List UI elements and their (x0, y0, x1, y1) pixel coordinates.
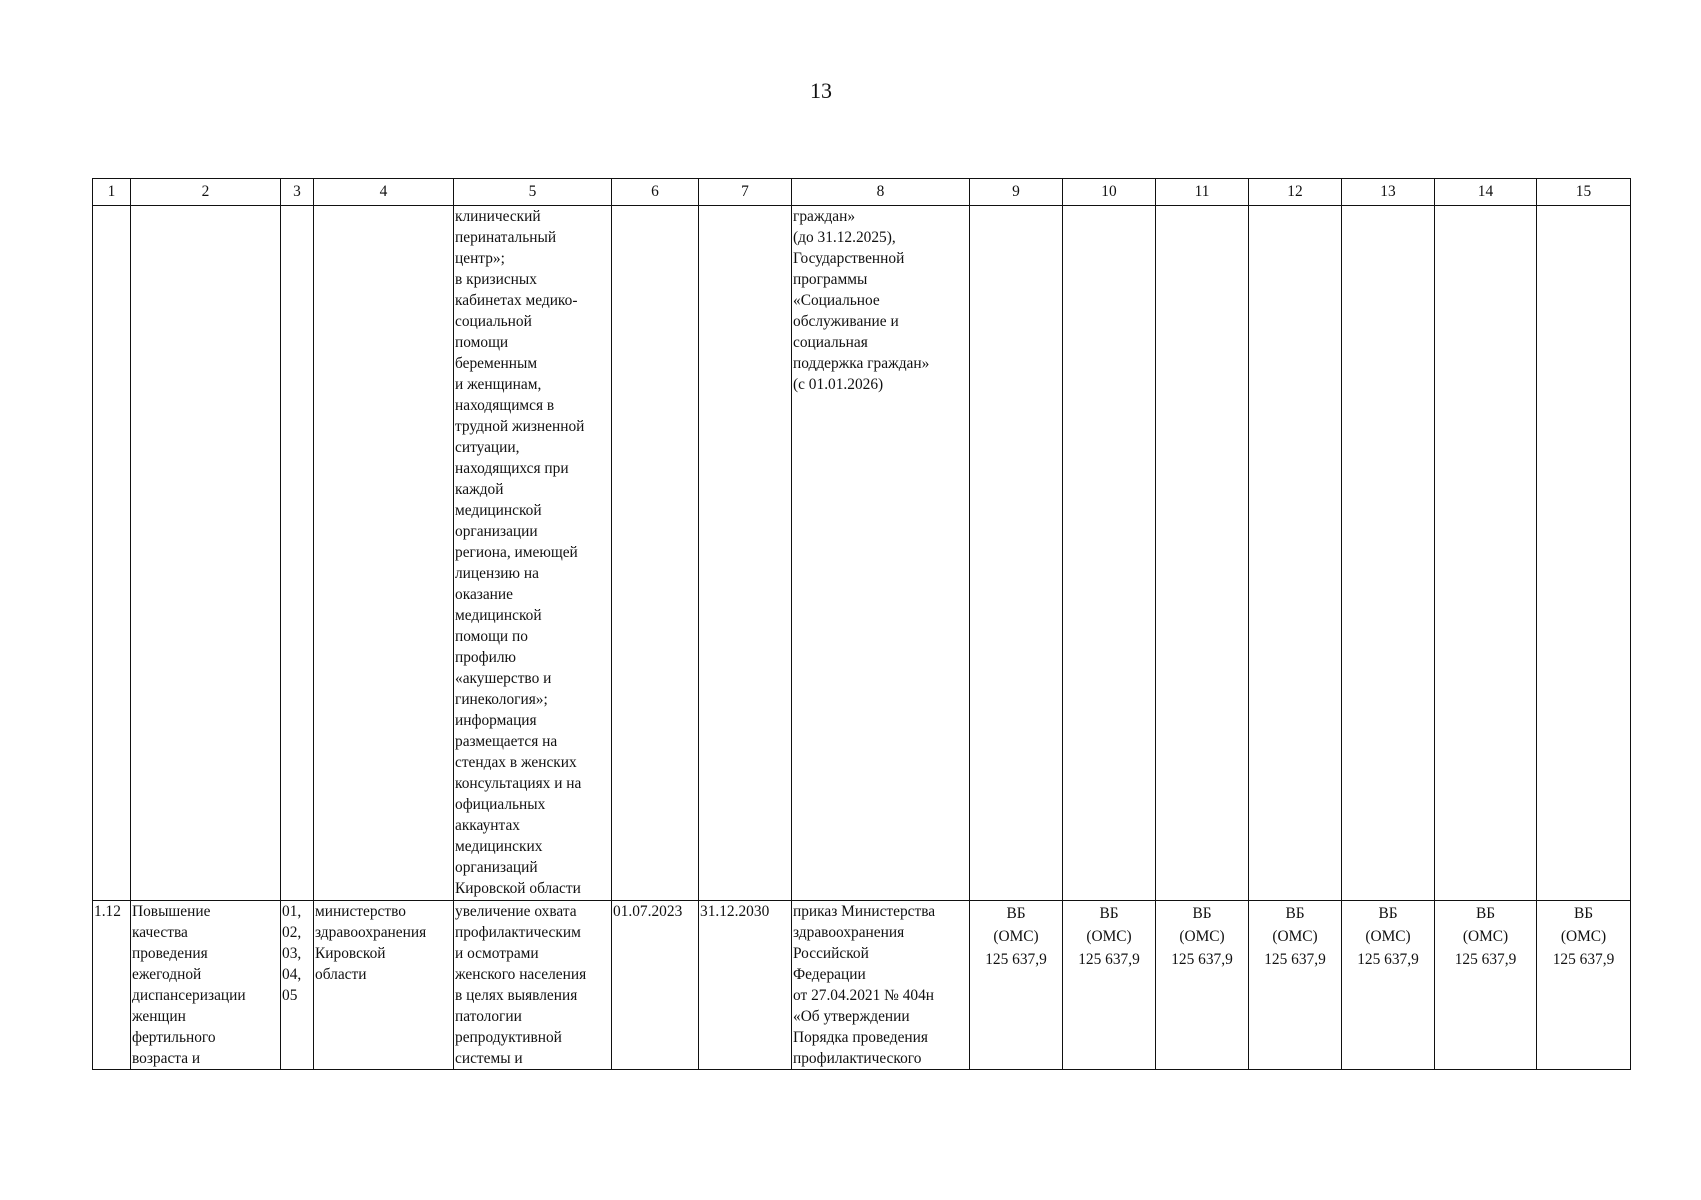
funding-cell (1537, 901, 1631, 1070)
header-row (93, 179, 1631, 206)
funding-source: ВБ (1006, 905, 1026, 922)
funding-cell (1249, 901, 1342, 1070)
funding-amount: 125 637,9 (1357, 951, 1419, 968)
header-cell: 12 (1249, 179, 1342, 206)
funding-type: (ОМС) (1365, 928, 1411, 945)
header-cell: 9 (970, 179, 1063, 206)
header-cell: 8 (792, 179, 970, 206)
funding-amount: 125 637,9 (985, 951, 1047, 968)
table-cell (1249, 206, 1342, 901)
funding-cell (970, 901, 1063, 1070)
header-cell: 7 (699, 179, 792, 206)
table-cell (1342, 206, 1435, 901)
table-cell (454, 206, 612, 901)
header-cell: 5 (454, 179, 612, 206)
header-cell: 1 (93, 179, 131, 206)
funding-type: (ОМС) (1086, 928, 1132, 945)
funding-type: (ОМС) (993, 928, 1039, 945)
funding-amount: 125 637,9 (1454, 951, 1517, 968)
table-cell (314, 901, 454, 1070)
funding-cell (1435, 901, 1537, 1070)
header-cell: 15 (1537, 179, 1631, 206)
table-cell (699, 206, 792, 901)
item-end-date: 31.12.2030 (699, 901, 792, 1070)
table-cell (1156, 206, 1249, 901)
funding-source: ВБ (1285, 905, 1305, 922)
table-cell (314, 206, 454, 901)
funding-amount: 125 637,9 (1552, 951, 1615, 968)
table-cell (612, 206, 699, 901)
funding-cell (1063, 901, 1156, 1070)
continuation-basis-text: граждан» (до 31.12.2025), Государственной программы «Социальное обслуживание и социальная поддержка граждан» (с 01.01.2026) (793, 208, 930, 393)
header-cell: 11 (1156, 179, 1249, 206)
funding-type: (ОМС) (1179, 928, 1225, 945)
continuation-result-text: клинический перинатальный центр»; в кризисных кабинетах медико- социальной помощи беременным и женщинам, находящимся в трудной жизненной ситуации, находящихся при каждой медицинской организации региона, имеющей лицензию на оказание медицинской помощи по профилю «акушерство и гинекология»; информация размещается на стендах в женских консультациях и на официальных аккаунтах медицинских организаций Кировской области (455, 208, 585, 897)
funding-cell (1156, 901, 1249, 1070)
table-cell (970, 206, 1063, 901)
funding-type: (ОМС) (1560, 928, 1607, 945)
table-cell (281, 901, 314, 1070)
funding-type: (ОМС) (1462, 928, 1509, 945)
item-number: 1.12 (93, 901, 131, 1070)
header-cell: 4 (314, 179, 454, 206)
table-cell (792, 206, 970, 901)
funding-amount: 125 637,9 (1078, 951, 1140, 968)
item-result: увеличение охвата профилактическим и осмотрами женского населения в целях выявления патологии репродуктивной системы и (455, 903, 587, 1067)
table-cell (131, 901, 281, 1070)
funding-source: ВБ (1192, 905, 1212, 922)
table-cell (131, 206, 281, 901)
header-cell: 14 (1435, 179, 1537, 206)
table-row-item-1-12 (93, 901, 1631, 1070)
funding-amount: 125 637,9 (1171, 951, 1233, 968)
funding-source: ВБ (1099, 905, 1119, 922)
item-executor: министерство здравоохранения Кировской области (315, 903, 427, 983)
table-cell (93, 206, 131, 901)
table-cell (792, 901, 970, 1070)
funding-type: (ОМС) (1272, 928, 1318, 945)
item-basis: приказ Министерства здравоохранения Российской Федерации от 27.04.2021 № 404н «Об утверждении Порядка проведения профилактического (793, 903, 936, 1067)
table-cell (281, 206, 314, 901)
table-cell (454, 901, 612, 1070)
table-cell (1063, 206, 1156, 901)
table-cell (1537, 206, 1631, 901)
header-cell: 13 (1342, 179, 1435, 206)
header-cell: 2 (131, 179, 281, 206)
table-cell (1435, 206, 1537, 901)
item-name: Повышение качества проведения ежегодной диспансеризации женщин фертильного возраста и (132, 903, 246, 1067)
page-number: 13 (810, 78, 832, 103)
measures-table (92, 178, 1631, 1070)
funding-cell (1342, 901, 1435, 1070)
header-cell: 3 (281, 179, 314, 206)
item-start-date: 01.07.2023 (612, 901, 699, 1070)
header-cell: 10 (1063, 179, 1156, 206)
header-cell: 6 (612, 179, 699, 206)
item-codes: 01, 02, 03, 04, 05 (282, 903, 302, 1004)
funding-source: ВБ (1378, 905, 1398, 922)
table-row-continuation (93, 206, 1631, 901)
funding-source: ВБ (1475, 905, 1496, 922)
funding-source: ВБ (1573, 905, 1594, 922)
funding-amount: 125 637,9 (1264, 951, 1326, 968)
